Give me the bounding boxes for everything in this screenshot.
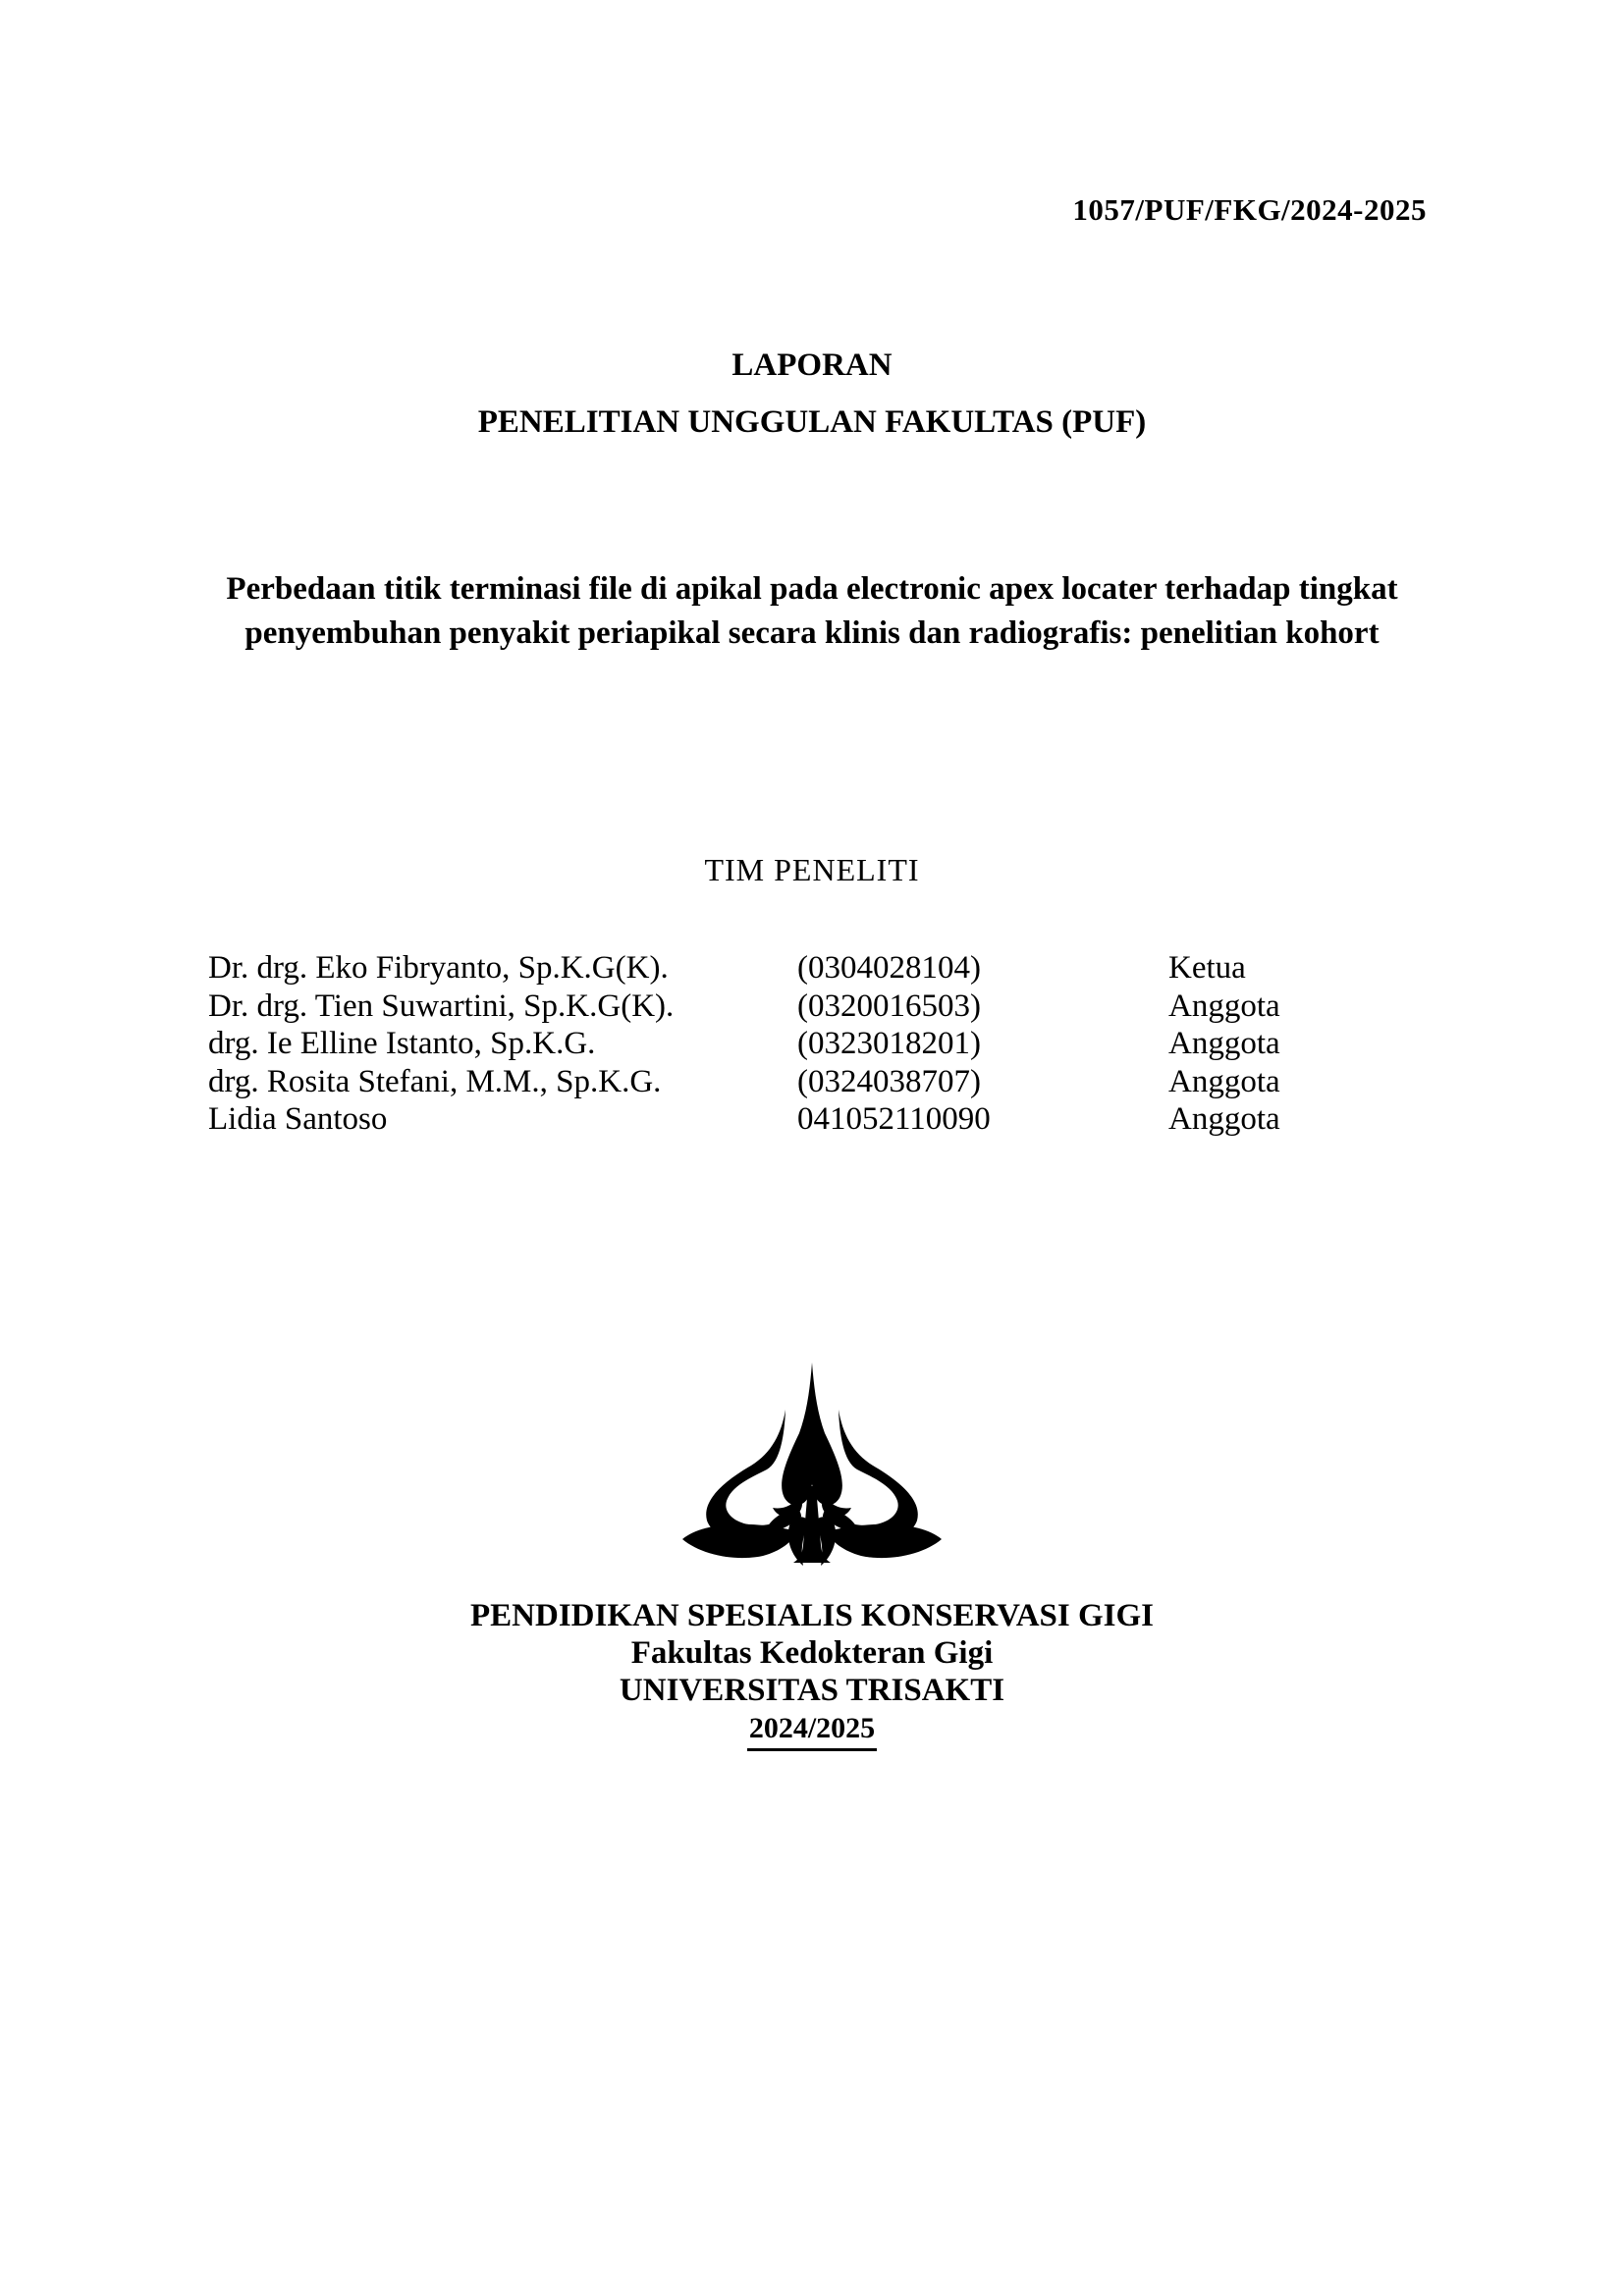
member-name: Dr. drg. Tien Suwartini, Sp.K.G(K). xyxy=(208,988,675,1024)
member-role: Anggota xyxy=(1168,1101,1280,1137)
team-heading: TIM PENELITI xyxy=(704,852,920,887)
team-row xyxy=(208,1063,1280,1101)
member-name: drg. Rosita Stefani, M.M., Sp.K.G. xyxy=(208,1063,662,1099)
member-role: Anggota xyxy=(1168,988,1280,1024)
member-id: (0320016503) xyxy=(797,988,981,1024)
member-id: 041052110090 xyxy=(797,1101,991,1137)
research-title-line-1: Perbedaan titik terminasi file di apikal pada electronic apex locater terhadap tingkat xyxy=(226,571,1398,607)
member-role: Ketua xyxy=(1168,950,1246,986)
member-id: (0324038707) xyxy=(797,1063,981,1099)
member-name: Lidia Santoso xyxy=(208,1101,388,1137)
research-title xyxy=(0,567,1624,656)
team-table xyxy=(208,949,1280,1139)
member-name: drg. Ie Elline Istanto, Sp.K.G. xyxy=(208,1026,596,1061)
research-title-line-2: penyembuhan penyakit periapikal secara klinis dan radiografis: penelitian kohort xyxy=(244,615,1380,651)
report-type-heading: LAPORAN xyxy=(731,347,893,383)
logo-center-spike xyxy=(782,1362,842,1506)
university-line: UNIVERSITAS TRISAKTI xyxy=(619,1673,1005,1708)
team-row xyxy=(208,988,1280,1026)
trisakti-logo xyxy=(675,1362,949,1571)
faculty-line: Fakultas Kedokteran Gigi xyxy=(630,1635,994,1671)
team-row xyxy=(208,1100,1280,1139)
team-row xyxy=(208,1025,1280,1063)
academic-year: 2024/2025 xyxy=(747,1712,877,1751)
academic-year-line xyxy=(0,1712,1624,1751)
program-heading: PENELITIAN UNGGULAN FAKULTAS (PUF) xyxy=(477,404,1147,440)
member-name: Dr. drg. Eko Fibryanto, Sp.K.G(K). xyxy=(208,950,669,986)
member-id: (0304028104) xyxy=(797,950,981,986)
team-row xyxy=(208,949,1280,988)
department-line: PENDIDIKAN SPESIALIS KONSERVASI GIGI xyxy=(469,1598,1154,1633)
member-id: (0323018201) xyxy=(797,1026,981,1061)
member-role: Anggota xyxy=(1168,1026,1280,1061)
member-role: Anggota xyxy=(1168,1063,1280,1099)
document-number: 1057/PUF/FKG/2024-2025 xyxy=(1072,192,1427,227)
